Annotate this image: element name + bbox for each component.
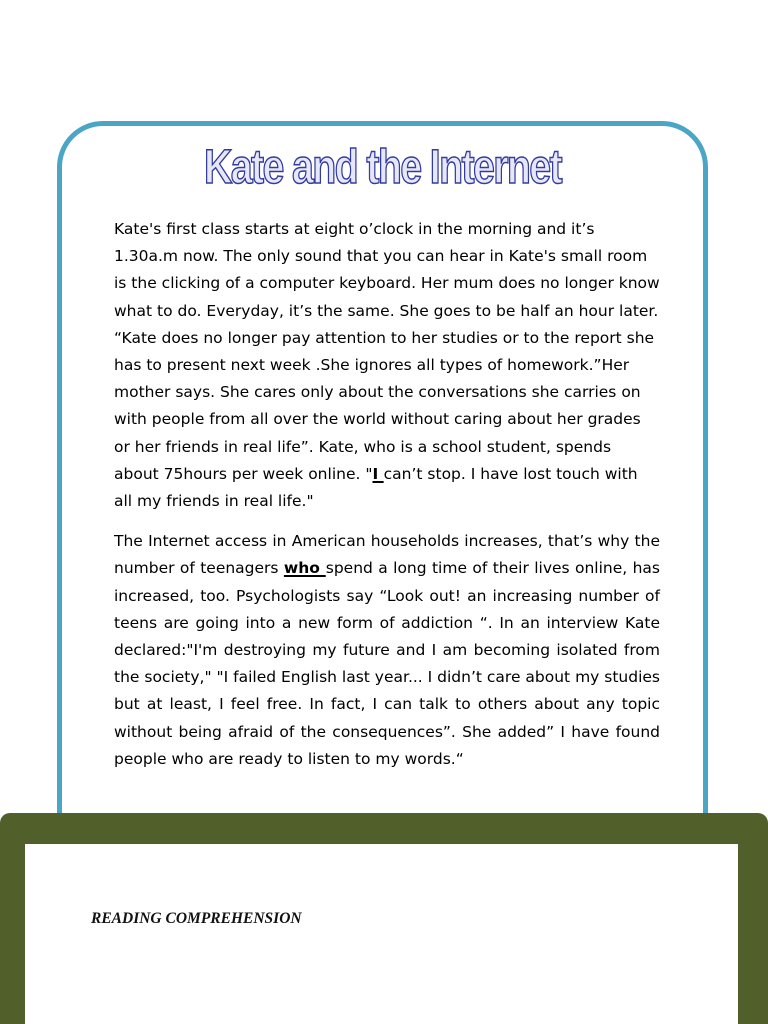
emphasized-word-who: who: [283, 559, 326, 578]
passage-paragraph-2: [114, 528, 660, 773]
comprehension-panel-inner: [25, 844, 738, 1024]
comprehension-heading: READING COMPREHENSION: [91, 910, 302, 927]
passage-paragraph-1: [114, 216, 660, 515]
emphasized-word-i: I: [372, 464, 384, 483]
paragraph-1-text: Kate's first class starts at eight o’clock in the morning and it’s 1.30a.m now. The only sound that you can hear in Kate's small room is the clicking of a computer keyboard. Her mum does no longer know what to do. Everyday, it’s the same. She goes to be half an hour later. “Kate does no longer pay attention to her studies or to the report she has to present next week .She ignores all types of homework.”Her mother says. She cares only about the conversations she carries on with people from all over the world without caring about her grades or her friends in real life”. Kate, who is a school student, spends about 75hours per week online. ": [114, 220, 660, 483]
paragraph-1-text-end: can’t stop. I have lost touch with all my friends in real life.": [114, 464, 638, 511]
passage-body: [114, 216, 660, 773]
passage-title: Kate and the Internet: [203, 141, 562, 194]
paragraph-2-text-end: spend a long time of their lives online, has increased, too. Psychologists say “Look out! an increasing number of teens are going into a new form of addiction “. In an interview Kate declared:"I'm destroying my future and I am becoming isolated from the society," "I failed English last year... I didn’t care about my studies but at least, I feel free. In fact, I can talk to others about any topic without being afraid of the consequences”. She added” I have found people who are ready to listen to my words.“: [114, 559, 660, 768]
paragraph-2-text: The Internet access in American households increases, that’s why the number of teenagers: [114, 532, 660, 578]
passage-box: [57, 121, 708, 859]
